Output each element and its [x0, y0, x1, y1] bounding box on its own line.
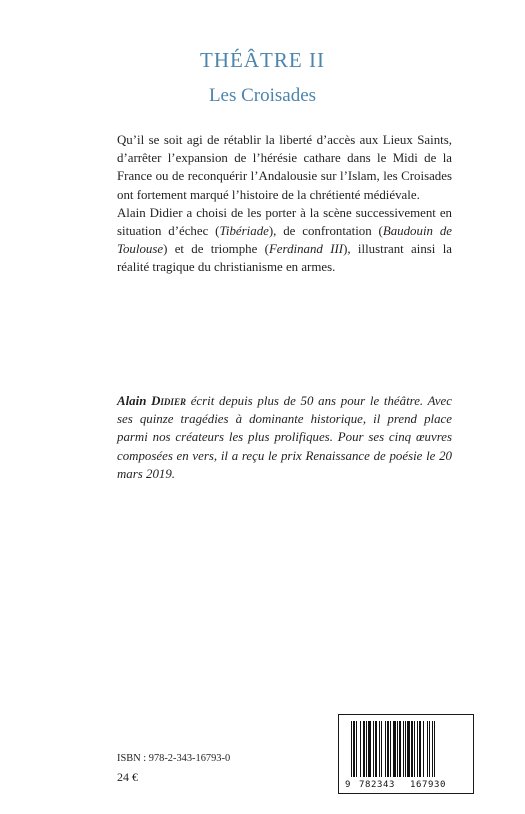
- synopsis-text: Alain Didier a choisi de les porter à la scène successivement en situation d’échec (: [117, 205, 452, 239]
- barcode-bar: [414, 721, 415, 777]
- synopsis-text: ), de confrontation (: [268, 224, 383, 239]
- author-bio-text: écrit depuis plus de 50 ans pour le théâtre. Avec ses quinze tragédies à dominante historique, il prend place parmi nos créateurs les plus prolifiques. Pour ses cinq œuvres composées en vers, il a reçu le prix Renaissance de poésie le 20 mars 2019.: [117, 394, 452, 481]
- barcode-bar: [363, 721, 365, 777]
- barcode-bar: [423, 721, 424, 777]
- barcode-bar: [356, 721, 357, 777]
- synopsis-text: ), illustrant ainsi la réalité tragique du christianisme en armes.: [117, 242, 452, 275]
- barcode-bar: [387, 721, 389, 777]
- synopsis-paragraph-1: Qu’il se soit agi de rétablir la liberté d’accès aux Lieux Saints, d’arrêter l’expansion de l’hérésie cathare dans le Midi de la France ou de reconquérir l’Andalousie sur l’Islam, les Croisades ont fortement marqué l’histoire de la chrétienté médiévale.: [117, 133, 452, 202]
- barcode-bar: [399, 721, 401, 777]
- barcode-bar: [366, 721, 367, 777]
- synopsis: [117, 131, 452, 277]
- author-bio: [117, 392, 452, 483]
- book-title: THÉÂTRE II: [200, 48, 325, 72]
- author-name: [117, 394, 186, 408]
- book-subtitle: Les Croisades: [208, 85, 317, 106]
- play-title-tiberiade: Tibériade: [219, 224, 269, 239]
- synopsis-text: ) et de triomphe (: [163, 242, 269, 257]
- barcode-bar: [393, 721, 396, 777]
- barcode-bar: [360, 721, 361, 777]
- author-bio-paragraph: [117, 392, 452, 483]
- barcode-bar: [373, 721, 374, 777]
- barcode-bar: [434, 721, 435, 777]
- barcode-lead-digit: 9: [345, 780, 351, 790]
- barcode-bar: [417, 721, 418, 777]
- synopsis-paragraph-2: [117, 204, 452, 277]
- barcode-bar: [381, 721, 382, 777]
- barcode-bar: [403, 721, 404, 777]
- barcode-bar: [368, 721, 371, 777]
- price: 24 €: [117, 770, 138, 784]
- barcode-right-digits: 167930: [409, 780, 447, 790]
- barcode-bar: [397, 721, 398, 777]
- barcode-bar: [353, 721, 355, 777]
- barcode-bar: [427, 721, 428, 777]
- barcode-bar: [375, 721, 377, 777]
- barcode-bar: [405, 721, 406, 777]
- barcode-bar: [407, 721, 410, 777]
- isbn: ISBN : 978-2-343-16793-0: [117, 753, 231, 764]
- barcode-bar: [385, 721, 386, 777]
- barcode-bar: [432, 721, 433, 777]
- barcode-bar: [419, 721, 421, 777]
- barcode-left-digits: 782343: [358, 780, 396, 790]
- barcode-bar: [351, 721, 352, 777]
- author-first-name: Alain: [117, 394, 147, 408]
- author-last-name: Didier: [151, 394, 186, 408]
- barcode-bar: [390, 721, 391, 777]
- barcode: [338, 714, 474, 794]
- play-title-ferdinand: Ferdinand III: [268, 242, 344, 257]
- barcode-bar: [379, 721, 380, 777]
- barcode-bar: [429, 721, 430, 777]
- barcode-bar: [411, 721, 413, 777]
- play-title-baudouin: Baudouin de Toulouse: [117, 224, 452, 257]
- barcode-graphic: [339, 715, 473, 793]
